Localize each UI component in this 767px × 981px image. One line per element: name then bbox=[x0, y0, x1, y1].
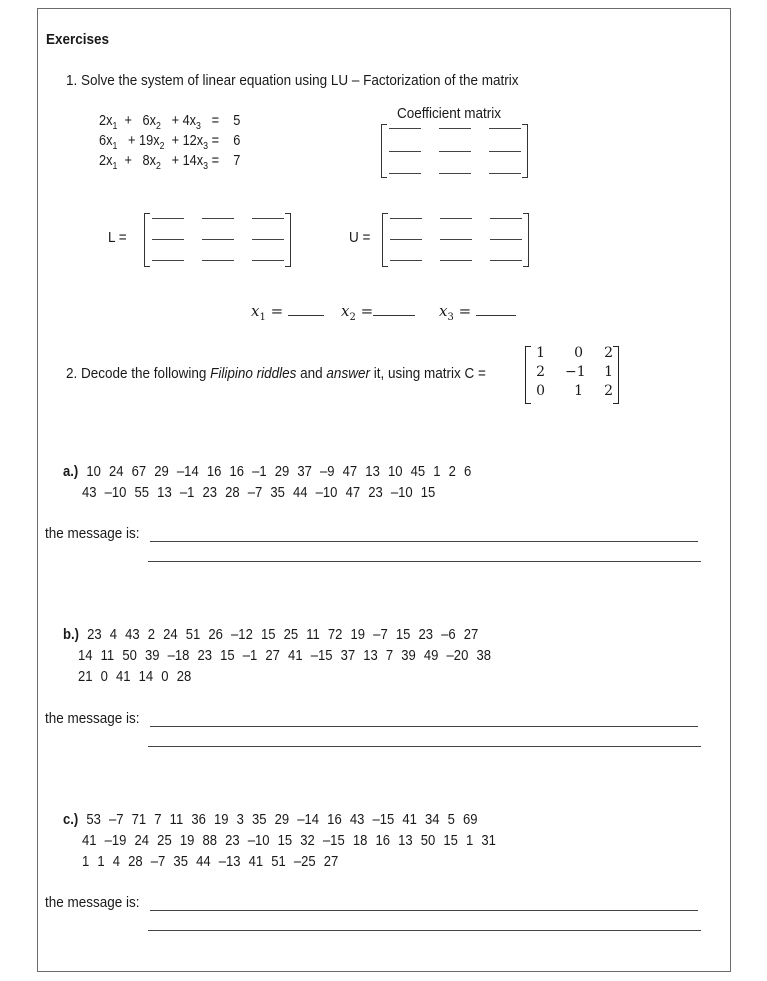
blank[interactable] bbox=[252, 260, 284, 261]
blank[interactable] bbox=[202, 239, 234, 240]
blank[interactable] bbox=[439, 128, 471, 129]
blank[interactable] bbox=[440, 260, 472, 261]
blank[interactable] bbox=[490, 260, 522, 261]
answer-line-c1[interactable] bbox=[150, 910, 698, 911]
equation-3: $2x_1 + 8x_2 + 14x_3$ = 7 bbox=[99, 153, 241, 172]
blank[interactable] bbox=[489, 128, 521, 129]
message-label-c: the message is: bbox=[45, 894, 140, 911]
riddle-numbers: 23 4 43 2 24 51 26 –12 15 25 11 72 19 –7 15 23 –6 27 bbox=[87, 627, 479, 643]
x2-answer: $x_2$ = bbox=[341, 301, 415, 323]
matrix-c-cell: 2 bbox=[604, 383, 613, 399]
u-matrix bbox=[382, 213, 529, 265]
blank[interactable] bbox=[389, 151, 421, 152]
x1-symbol: x bbox=[251, 302, 260, 320]
blank[interactable] bbox=[389, 128, 421, 129]
riddle-numbers: 10 24 67 29 –14 16 16 –1 29 37 –9 47 13 10 45 1 2 6 bbox=[86, 464, 472, 480]
blank[interactable] bbox=[490, 218, 522, 219]
blank[interactable] bbox=[390, 260, 422, 261]
equation-2: $6x_1 + 19x_2 + 12x_3$ = 6 bbox=[99, 133, 241, 152]
x3-blank[interactable] bbox=[476, 301, 516, 316]
x3-subscript: 3 bbox=[447, 312, 454, 323]
blank[interactable] bbox=[152, 260, 184, 261]
q2-prompt-italic: answer bbox=[326, 365, 370, 382]
q2-prompt-part: and bbox=[296, 365, 327, 382]
blank[interactable] bbox=[202, 260, 234, 261]
riddle-c-line-1 bbox=[63, 812, 478, 828]
equation-1: $2x_1 + 6x_2 + 4x_3$ = 5 bbox=[99, 113, 241, 132]
riddle-a-label: a.) bbox=[63, 464, 79, 480]
matrix-c-cell: −1 bbox=[565, 364, 586, 380]
x1-blank[interactable] bbox=[288, 301, 324, 316]
answer-line-b1[interactable] bbox=[150, 726, 698, 727]
blank[interactable] bbox=[489, 151, 521, 152]
matrix-c-cell: 0 bbox=[536, 383, 545, 399]
q2-prompt-part: 2. Decode the following bbox=[66, 365, 211, 382]
blank[interactable] bbox=[202, 218, 234, 219]
riddle-b-line-3: 21 0 41 14 0 28 bbox=[78, 669, 192, 685]
x3-symbol: x bbox=[439, 302, 448, 320]
q2-prompt-italic: Filipino riddles bbox=[210, 365, 297, 382]
x2-subscript: 2 bbox=[349, 312, 356, 323]
blank[interactable] bbox=[440, 239, 472, 240]
blank[interactable] bbox=[390, 239, 422, 240]
matrix-c-cell: 1 bbox=[574, 383, 583, 399]
x1-answer: $x_1$ = bbox=[251, 301, 324, 323]
x2-symbol: x bbox=[341, 302, 350, 320]
answer-line-a1[interactable] bbox=[150, 541, 698, 542]
q2-prompt bbox=[66, 365, 486, 382]
matrix-c-cell: 2 bbox=[604, 345, 613, 361]
blank[interactable] bbox=[389, 173, 421, 174]
l-matrix bbox=[144, 213, 291, 265]
riddle-b-line-2: 14 11 50 39 –18 23 15 –1 27 41 –15 37 13 7 39 49 –20 38 bbox=[78, 648, 491, 664]
blank[interactable] bbox=[390, 218, 422, 219]
riddle-a-line-2: 43 –10 55 13 –1 23 28 –7 35 44 –10 47 23 –10 15 bbox=[82, 485, 436, 501]
x2-blank[interactable] bbox=[373, 301, 415, 316]
blank[interactable] bbox=[252, 239, 284, 240]
riddle-c-line-2: 41 –19 24 25 19 88 23 –10 15 32 –15 18 16 13 50 15 1 31 bbox=[82, 833, 496, 849]
answer-line-c2[interactable] bbox=[148, 930, 701, 931]
matrix-c-cell: 1 bbox=[604, 364, 613, 380]
blank[interactable] bbox=[152, 239, 184, 240]
riddle-numbers: 53 –7 71 7 11 36 19 3 35 29 –14 16 43 –15 41 34 5 69 bbox=[86, 812, 478, 828]
matrix-c-cell: 2 bbox=[536, 364, 545, 380]
matrix-c-cell: 0 bbox=[574, 345, 583, 361]
blank[interactable] bbox=[439, 151, 471, 152]
x3-answer: $x_3$ = bbox=[439, 301, 516, 323]
q2-prompt-part: it, using matrix C = bbox=[369, 365, 486, 382]
matrix-c-cell: 1 bbox=[536, 345, 545, 361]
riddle-c-label: c.) bbox=[63, 812, 79, 828]
coefficient-matrix bbox=[381, 124, 528, 176]
x1-subscript: 1 bbox=[259, 312, 266, 323]
message-label-b: the message is: bbox=[45, 710, 140, 727]
riddle-b-line-1 bbox=[63, 627, 478, 643]
l-matrix-label: L = bbox=[108, 229, 127, 246]
blank[interactable] bbox=[439, 173, 471, 174]
matrix-c bbox=[525, 346, 619, 402]
q1-prompt: 1. Solve the system of linear equation using LU – Factorization of the matrix bbox=[66, 72, 519, 89]
answer-line-a2[interactable] bbox=[148, 561, 701, 562]
blank[interactable] bbox=[489, 173, 521, 174]
blank[interactable] bbox=[490, 239, 522, 240]
blank[interactable] bbox=[252, 218, 284, 219]
blank[interactable] bbox=[152, 218, 184, 219]
coefficient-matrix-label: Coefficient matrix bbox=[397, 105, 502, 122]
blank[interactable] bbox=[440, 218, 472, 219]
message-label-a: the message is: bbox=[45, 525, 140, 542]
page-heading: Exercises bbox=[46, 31, 110, 48]
answer-line-b2[interactable] bbox=[148, 746, 701, 747]
riddle-b-label: b.) bbox=[63, 627, 79, 643]
riddle-c-line-3: 1 1 4 28 –7 35 44 –13 41 51 –25 27 bbox=[82, 854, 339, 870]
u-matrix-label: U = bbox=[349, 229, 371, 246]
riddle-a-line-1 bbox=[63, 464, 471, 480]
